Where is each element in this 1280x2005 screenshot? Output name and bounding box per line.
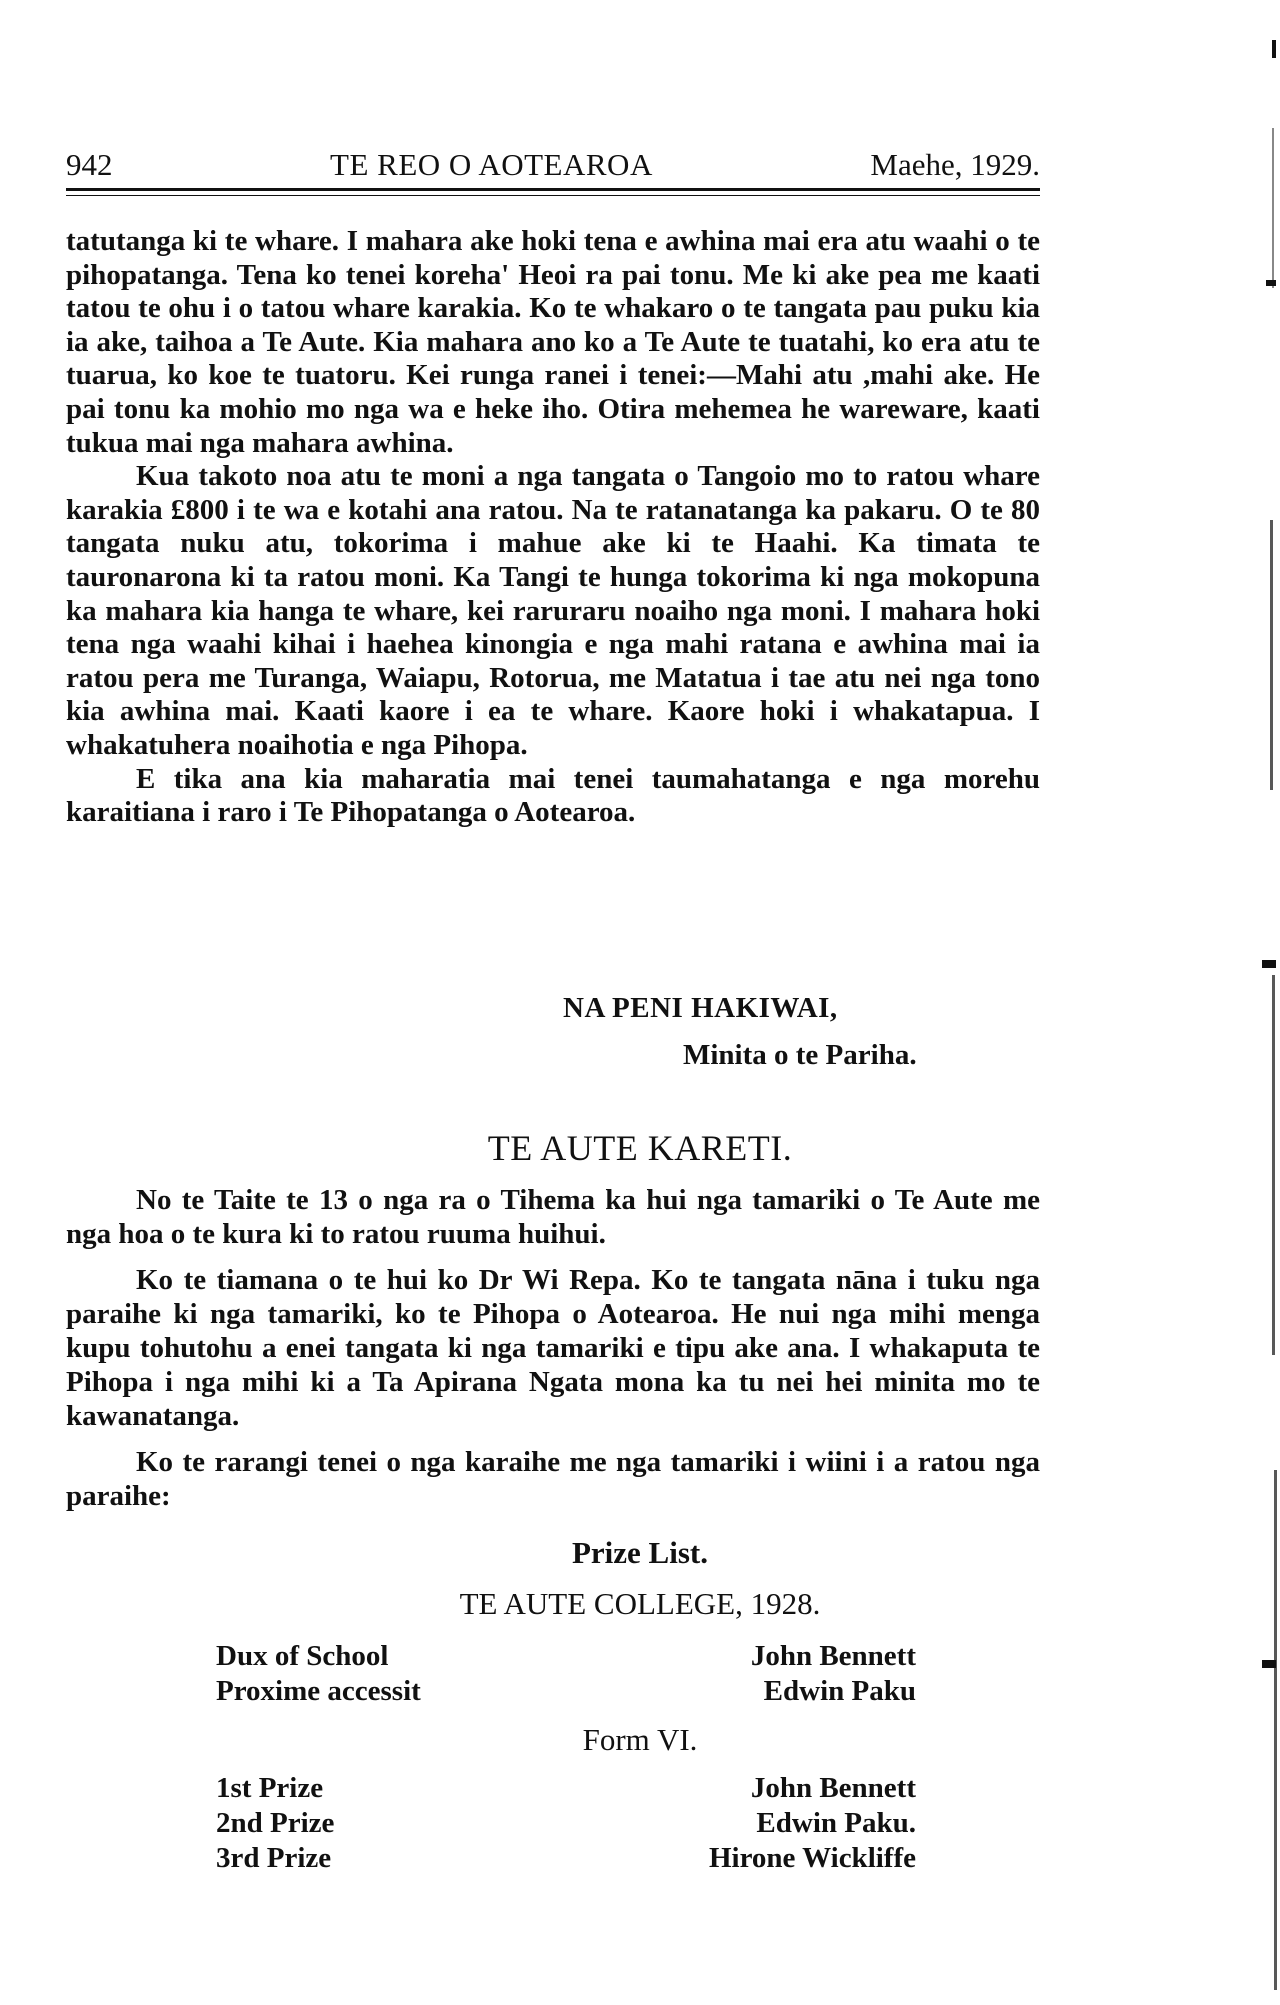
prize-name: Proxime accessit bbox=[216, 1675, 421, 1707]
scan-artifact bbox=[1262, 1660, 1276, 1668]
scan-artifact bbox=[1266, 280, 1276, 286]
page-number: 942 bbox=[66, 147, 113, 182]
scan-artifact bbox=[1274, 1470, 1277, 1990]
scan-artifact bbox=[1272, 128, 1274, 288]
section-paragraph: Ko te tiamana o te hui ko Dr Wi Repa. Ko te tangata nāna i tuku nga paraihe ki nga tamariki, ko te Pihopa o Aotearoa. He nui nga mihi menga kupu tohutohu a enei tangata ki nga tamariki e tipu ake ana. I whakaputa te Pihopa i nga mihi ki a Ta Apirana Ngata mona ka tu nei hei minita mo te kawanatanga. bbox=[66, 1264, 1040, 1432]
letter-paragraph: E tika ana kia maharatia mai tenei taumahatanga e nga morehu karaitiana i raro i Te Pihopatanga o Aotearoa. bbox=[66, 762, 1040, 829]
signature-role: Minita o te Pariha. bbox=[683, 1039, 917, 1071]
scan-artifact bbox=[1272, 40, 1276, 58]
letter-paragraph: Kua takoto noa atu te moni a nga tangata o Tangoio mo to ratou whare karakia £800 i te wa e kotahi ana ratou. Na te ratanatanga ka pakaru. O te 80 tangata nuku atu, tokorima i mahue ake ki te Haahi. Ka timata te tauronarona ki ta ratou moni. Ka Tangi te hunga tokorima ki nga mokopuna ka mahara kia hanga te whare, kei raruraru noaiho nga moni. I mahara hoki tena nga waahi kihai i haehea kinongia e nga mahi ratana e awhina mai ia ratou pera me Turanga, Waiapu, Rotorua, me Matatua i tae atu nei nga tono kia awhina mai. Kaati kaore i ea te whare. Kaore hoki i whakatapua. I whakatuhera noaihotia e nga Pihopa. bbox=[66, 460, 1040, 761]
section-heading: TE AUTE KARETI. bbox=[487, 1128, 793, 1168]
prize-name: Dux of School bbox=[216, 1640, 389, 1672]
prize-winner: Edwin Paku. bbox=[756, 1807, 916, 1839]
signature-name: NA PENI HAKIWAI, bbox=[563, 992, 838, 1024]
page-header bbox=[66, 147, 1040, 183]
scan-artifact bbox=[1262, 960, 1276, 968]
prize-row bbox=[216, 1772, 916, 1805]
prize-row bbox=[216, 1807, 916, 1840]
letter-paragraph: tatutanga ki te whare. I mahara ake hoki tena e awhina mai era atu waahi o te pihopatanga. Tena ko tenei koreha' Heoi ra pai tonu. Me ki ake pea me kaati tatou te ohu i o tatou whare karakia. Ko te whakaro o te tangata pau puku kia ia ake, taihoa a Te Aute. Kia mahara ano ko a Te Aute te tuatahi, ko era atu te tuarua, ko koe te tuatoru. Kei runga ranei i tenei:—Mahi atu ,mahi ake. He pai tonu ka mohio mo nga wa e heke iho. Otira mehemea he wareware, kaati tukua mai nga mahara awhina. bbox=[66, 225, 1040, 459]
section-paragraph: Ko te rarangi tenei o nga karaihe me nga tamariki i wiini i a ratou nga paraihe: bbox=[66, 1446, 1040, 1512]
prize-name: 2nd Prize bbox=[216, 1807, 335, 1839]
header-rule-thick bbox=[66, 188, 1040, 191]
prize-name: 3rd Prize bbox=[216, 1842, 332, 1874]
prize-row bbox=[216, 1842, 916, 1875]
letter-body bbox=[66, 225, 1040, 830]
section-paragraph: No te Taite te 13 o nga ra o Tihema ka hui nga tamariki o Te Aute me nga hoa o te kura ki to ratou ruuma huihui. bbox=[66, 1184, 1040, 1250]
prize-winner: John Bennett bbox=[750, 1772, 916, 1804]
prize-winner: Hirone Wickliffe bbox=[708, 1842, 916, 1874]
prize-row bbox=[216, 1640, 916, 1673]
section-body bbox=[66, 1183, 1040, 1525]
prize-winner: John Bennett bbox=[750, 1640, 916, 1672]
header-rule-thin bbox=[66, 195, 1040, 196]
prize-winner: Edwin Paku bbox=[763, 1675, 916, 1707]
journal-title: TE REO O AOTEAROA bbox=[330, 147, 653, 182]
prize-name: 1st Prize bbox=[216, 1772, 324, 1804]
scan-artifact bbox=[1272, 975, 1275, 1355]
scan-artifact bbox=[1270, 520, 1273, 790]
form-label: Form VI. bbox=[582, 1722, 698, 1757]
issue-date: Maehe, 1929. bbox=[870, 147, 1040, 182]
prize-list-title: Prize List. bbox=[571, 1535, 708, 1570]
prize-row bbox=[216, 1675, 916, 1708]
college-title: TE AUTE COLLEGE, 1928. bbox=[459, 1586, 821, 1621]
